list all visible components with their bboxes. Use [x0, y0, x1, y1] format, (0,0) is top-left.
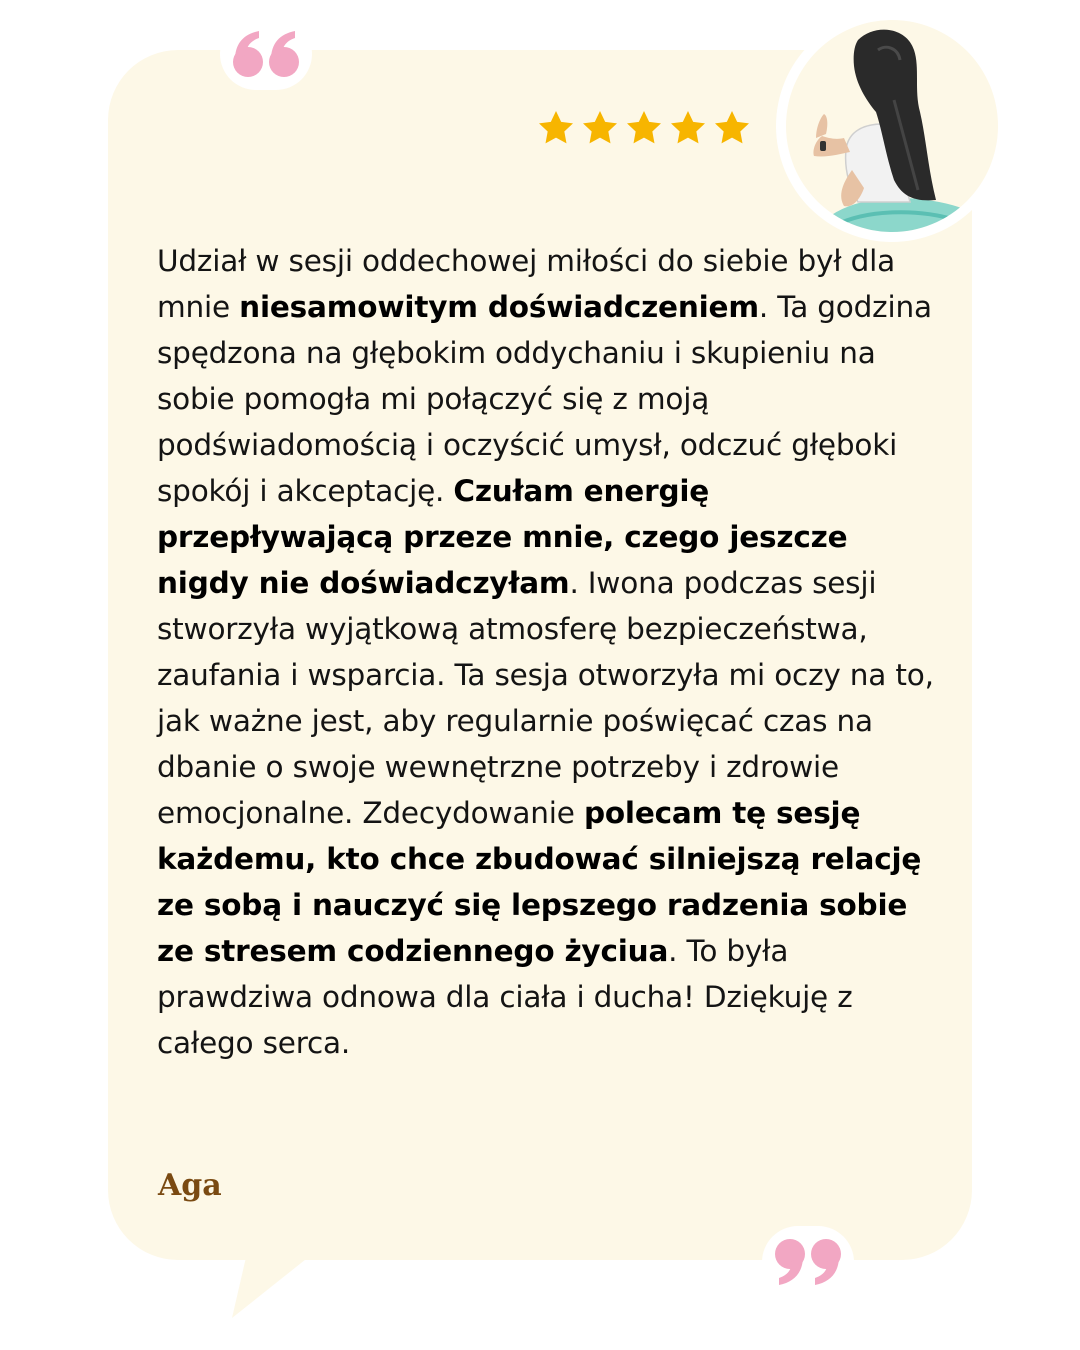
author-name: Aga — [158, 1168, 222, 1203]
open-quote-badge — [220, 18, 312, 90]
star-icon — [536, 108, 576, 148]
review-text-part: . Iwona podczas sesji stworzyła wyjątkową atmosferę bezpieczeństwa, zaufania i wsparcia. Ta sesja otworzyła mi oczy na to, jak ważne jest, aby regularnie poświęcać czas na dbanie o swoje wewnętrzne potrzeby i zdrowie emocjonalne. Zdecydowanie — [157, 566, 934, 830]
review-text-part: Udział w sesji oddechowej miłości do siebie był dla mnie — [157, 244, 896, 324]
avatar — [776, 10, 1008, 242]
review-text-part: . To była prawdziwa odnowa dla ciała i ducha! Dziękuję z całego serca. — [157, 934, 853, 1060]
review-text-part: . Ta godzina spędzona na głębokim oddychaniu i skupieniu na sobie pomogła mi połączyć się z moją podświadomością i oczyścić umysł, odczuć głęboki spokój i akceptację. — [157, 290, 932, 508]
star-icon — [712, 108, 752, 148]
star-icon — [624, 108, 664, 148]
star-icon — [668, 108, 708, 148]
open-quote-icon — [228, 27, 304, 81]
star-icon — [580, 108, 620, 148]
review-highlight: niesamowitym doświadczeniem — [239, 290, 759, 324]
review-highlight: Czułam energię przepływającą przeze mnie, czego jeszcze nigdy nie doświadczyłam — [157, 474, 848, 600]
star-rating — [536, 108, 756, 152]
close-quote-icon — [770, 1235, 846, 1289]
review-text — [157, 238, 937, 1066]
review-highlight: polecam tę sesję każdemu, kto chce zbudować silniejszą relację ze sobą i nauczyć się lepszego radzenia sobie ze stresem codziennego życiua — [157, 796, 922, 968]
woman-meditating-illustration — [786, 20, 998, 232]
avatar-frame — [786, 20, 998, 232]
close-quote-badge — [762, 1226, 854, 1298]
